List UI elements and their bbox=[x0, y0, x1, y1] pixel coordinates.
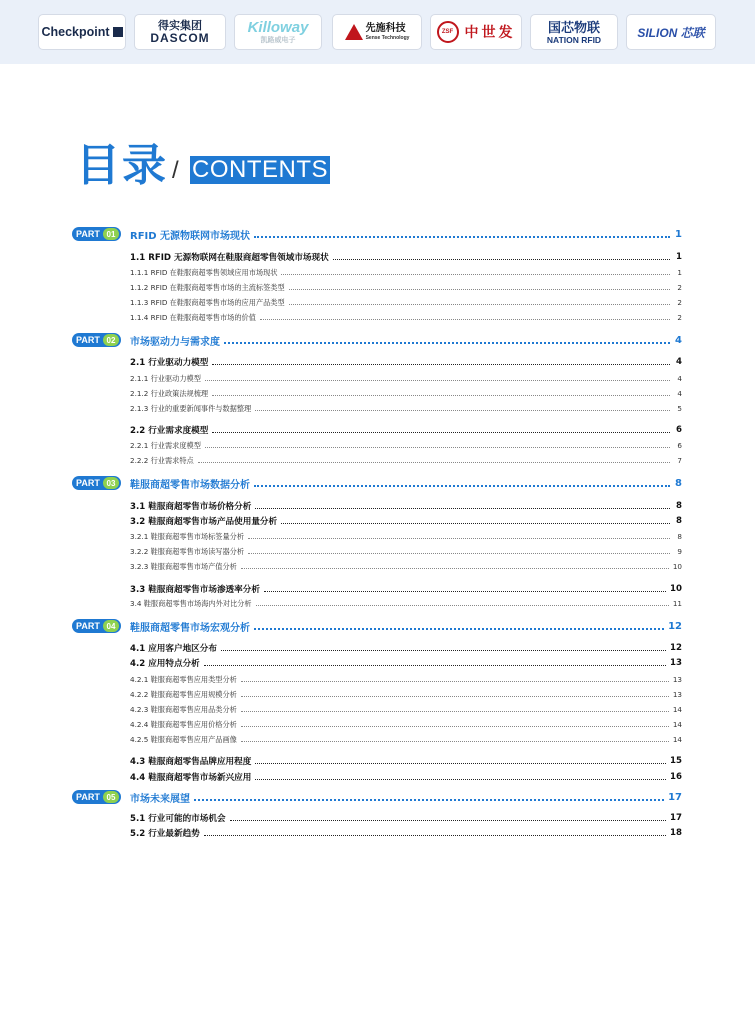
dot-leader bbox=[281, 523, 670, 524]
toc-subsection-entry[interactable] bbox=[130, 719, 682, 730]
toc-entry-title: 1.1.1 RFID 在鞋服商超零售领域应用市场现状 bbox=[130, 267, 278, 277]
dot-leader bbox=[255, 508, 670, 509]
dot-leader bbox=[256, 605, 669, 606]
title-slash: / bbox=[172, 157, 179, 184]
toc-entry-title: 1.1.2 RFID 在鞋服商超零售市场的主流标签类型 bbox=[130, 282, 285, 292]
toc-page-number: 9 bbox=[677, 547, 682, 556]
toc-entry-title: 3.3 鞋服商超零售市场渗透率分析 bbox=[130, 584, 260, 595]
toc-entry-title: 4.2.1 鞋服商超零售应用类型分析 bbox=[130, 674, 237, 684]
toc-subsection-entry[interactable] bbox=[130, 598, 682, 609]
toc-page-number: 4 bbox=[677, 389, 682, 398]
toc-entry-title: 3.2 鞋服商超零售市场产品使用量分析 bbox=[130, 516, 278, 527]
toc-subsection-entry[interactable] bbox=[130, 440, 682, 451]
toc-page-number: 14 bbox=[672, 720, 682, 729]
toc-entry-title: 2.1.1 行业驱动力模型 bbox=[130, 373, 201, 383]
toc-section-entry[interactable] bbox=[130, 355, 682, 368]
toc-entry-title: 5.1 行业可能的市场机会 bbox=[130, 813, 226, 824]
toc-section-entry[interactable] bbox=[130, 811, 682, 824]
toc-subsection-entry[interactable] bbox=[130, 674, 682, 685]
toc-subsection-entry[interactable] bbox=[130, 297, 682, 308]
toc-entry-title: 4.2.3 鞋服商超零售应用品类分析 bbox=[130, 704, 237, 714]
toc-page-number: 2 bbox=[677, 283, 682, 292]
toc-entry-title: 1.1.4 RFID 在鞋服商超零售市场的价值 bbox=[130, 312, 256, 322]
toc-page-number: 13 bbox=[672, 690, 682, 699]
toc-subsection-entry[interactable] bbox=[130, 312, 682, 323]
toc-page-number: 5 bbox=[677, 404, 682, 413]
toc-subsection-entry[interactable] bbox=[130, 531, 682, 542]
dot-leader bbox=[205, 380, 670, 381]
toc-section-entry[interactable] bbox=[130, 770, 682, 783]
part-badge-number: 02 bbox=[103, 334, 119, 346]
killoway-logo: Killoway 凯路威电子 bbox=[234, 14, 322, 50]
dot-leader bbox=[248, 538, 670, 539]
toc-subsection-entry[interactable] bbox=[130, 403, 682, 414]
dot-leader bbox=[241, 741, 669, 742]
toc-entry-title: 1.1.3 RFID 在鞋服商超零售市场的应用产品类型 bbox=[130, 297, 285, 307]
toc-page-number: 8 bbox=[677, 532, 682, 541]
toc-page-number: 1 bbox=[677, 268, 682, 277]
dot-leader bbox=[241, 696, 669, 697]
toc-section-entry[interactable] bbox=[130, 826, 682, 839]
toc-entry-title: 4.3 鞋服商超零售品牌应用程度 bbox=[130, 756, 252, 767]
toc-page-number: 17 bbox=[670, 812, 682, 823]
toc-page-number: 14 bbox=[672, 735, 682, 744]
part-badge-label: PART bbox=[76, 792, 100, 802]
toc-entry-title: 1.1 RFID 无源物联网在鞋服商超零售领域市场现状 bbox=[130, 252, 329, 263]
dot-leader bbox=[198, 462, 670, 463]
dot-leader bbox=[248, 553, 670, 554]
dot-leader bbox=[255, 763, 666, 764]
toc-page-number: 8 bbox=[676, 515, 682, 526]
toc-entry-title: 鞋服商超零售市场数据分析 bbox=[130, 479, 250, 491]
toc-entry-title: RFID 无源物联网市场现状 bbox=[130, 230, 251, 242]
toc-entry-title: 市场未来展望 bbox=[130, 793, 190, 805]
sense-technology-logo: 先施科技 Sense Technology bbox=[332, 14, 422, 50]
dot-leader bbox=[241, 568, 669, 569]
toc-entry-title: 2.1.3 行业的重要新闻事件与数据整理 bbox=[130, 403, 252, 413]
toc-page-number: 10 bbox=[670, 583, 682, 594]
toc-section-entry[interactable] bbox=[130, 641, 682, 654]
toc-page-number: 4 bbox=[675, 334, 682, 346]
dot-leader bbox=[224, 342, 670, 344]
toc-page-number: 7 bbox=[677, 456, 682, 465]
toc-section-entry[interactable] bbox=[130, 582, 682, 595]
toc-page-number: 1 bbox=[675, 228, 682, 240]
toc-entry-title: 2.2 行业需求度模型 bbox=[130, 425, 209, 436]
toc-page-number: 15 bbox=[670, 755, 682, 766]
dot-leader bbox=[212, 364, 670, 365]
partner-logo-bar bbox=[0, 0, 755, 64]
part-badge-label: PART bbox=[76, 478, 100, 488]
zsf-logo: ZSF 中世发 bbox=[430, 14, 522, 50]
part-badge-number: 05 bbox=[103, 791, 119, 803]
toc-entry-title: 4.2.4 鞋服商超零售应用价格分析 bbox=[130, 719, 237, 729]
title-chinese: 目录 bbox=[76, 140, 168, 191]
dot-leader bbox=[204, 665, 666, 666]
toc-entry-title: 2.2.2 行业需求特点 bbox=[130, 455, 194, 465]
toc-section-entry[interactable] bbox=[130, 656, 682, 669]
toc-entry-title: 2.2.1 行业需求度模型 bbox=[130, 440, 201, 450]
dot-leader bbox=[289, 289, 670, 290]
silion-logo: SILION 芯联 bbox=[626, 14, 716, 50]
part-badge-label: PART bbox=[76, 621, 100, 631]
dot-leader bbox=[194, 799, 664, 801]
toc-section-entry[interactable] bbox=[130, 514, 682, 527]
dot-leader bbox=[221, 650, 666, 651]
toc-entry-title: 3.1 鞋服商超零售市场价格分析 bbox=[130, 501, 252, 512]
dot-leader bbox=[254, 485, 670, 487]
toc-page-number: 8 bbox=[675, 477, 682, 489]
toc-part-entry[interactable] bbox=[130, 476, 682, 490]
toc-subsection-entry[interactable] bbox=[130, 689, 682, 700]
part-badge-label: PART bbox=[76, 335, 100, 345]
toc-page-number: 2 bbox=[677, 298, 682, 307]
toc-subsection-entry[interactable] bbox=[130, 388, 682, 399]
toc-page-number: 2 bbox=[677, 313, 682, 322]
toc-page-number: 13 bbox=[670, 657, 682, 668]
part-badge-number: 01 bbox=[103, 228, 119, 240]
toc-part-entry[interactable] bbox=[130, 790, 682, 804]
toc-page-number: 12 bbox=[670, 642, 682, 653]
toc-page-number: 1 bbox=[676, 251, 682, 262]
toc-page-number: 12 bbox=[668, 620, 682, 632]
toc-entry-title: 3.4 鞋服商超零售市场海内外对比分析 bbox=[130, 598, 252, 608]
dot-leader bbox=[281, 274, 670, 275]
part-badge-label: PART bbox=[76, 229, 100, 239]
toc-subsection-entry[interactable] bbox=[130, 267, 682, 278]
toc-entry-title: 3.2.1 鞋服商超零售市场标签量分析 bbox=[130, 531, 245, 541]
nation-rfid-logo: 国芯物联 NATION RFID bbox=[530, 14, 618, 50]
toc-page-number: 11 bbox=[672, 599, 682, 608]
checkpoint-logo: Checkpoint bbox=[38, 14, 126, 50]
part-badge bbox=[72, 790, 121, 804]
toc-part-entry[interactable] bbox=[130, 619, 682, 633]
toc-entry-title: 4.2.2 鞋服商超零售应用规模分析 bbox=[130, 689, 237, 699]
dot-leader bbox=[241, 681, 669, 682]
toc-subsection-entry[interactable] bbox=[130, 373, 682, 384]
toc-entry-title: 5.2 行业最新趋势 bbox=[130, 828, 200, 839]
toc-entry-title: 4.2.5 鞋服商超零售应用产品画像 bbox=[130, 734, 237, 744]
part-badge bbox=[72, 476, 121, 490]
toc-page-number: 6 bbox=[676, 424, 682, 435]
part-badge bbox=[72, 619, 121, 633]
toc-page-number: 4 bbox=[677, 374, 682, 383]
toc-entry-title: 鞋服商超零售市场宏观分析 bbox=[130, 622, 250, 634]
toc-page-number: 18 bbox=[670, 827, 682, 838]
dot-leader bbox=[255, 779, 666, 780]
dot-leader bbox=[241, 726, 669, 727]
toc-section-entry[interactable] bbox=[130, 250, 682, 263]
dot-leader bbox=[254, 236, 670, 238]
toc-page-number: 4 bbox=[676, 356, 682, 367]
dot-leader bbox=[212, 395, 670, 396]
dot-leader bbox=[205, 447, 670, 448]
toc-subsection-entry[interactable] bbox=[130, 704, 682, 715]
part-badge bbox=[72, 333, 121, 347]
toc-page-number: 10 bbox=[672, 562, 682, 571]
dot-leader bbox=[241, 711, 669, 712]
toc-page-number: 16 bbox=[670, 771, 682, 782]
part-badge-number: 04 bbox=[103, 620, 119, 632]
toc-part-entry[interactable] bbox=[130, 333, 682, 347]
dot-leader bbox=[212, 432, 670, 433]
dot-leader bbox=[333, 259, 670, 260]
toc-page-number: 17 bbox=[668, 791, 682, 803]
dascom-logo: 得实集团 DASCOM bbox=[134, 14, 226, 50]
title-english: CONTENTS bbox=[192, 156, 328, 183]
toc-subsection-entry[interactable] bbox=[130, 282, 682, 293]
toc-section-entry[interactable] bbox=[130, 754, 682, 767]
toc-subsection-entry[interactable] bbox=[130, 455, 682, 466]
toc-entry-title: 2.1.2 行业政策法规梳理 bbox=[130, 388, 209, 398]
part-badge bbox=[72, 227, 121, 241]
checkpoint-mark-icon bbox=[113, 27, 123, 37]
dot-leader bbox=[260, 319, 670, 320]
dot-leader bbox=[255, 410, 670, 411]
toc-page-number: 13 bbox=[672, 675, 682, 684]
toc-subsection-entry[interactable] bbox=[130, 546, 682, 557]
dot-leader bbox=[230, 820, 666, 821]
toc-entry-title: 4.1 应用客户地区分布 bbox=[130, 643, 217, 654]
dot-leader bbox=[289, 304, 670, 305]
toc-entry-title: 2.1 行业驱动力模型 bbox=[130, 357, 209, 368]
toc-page-number: 8 bbox=[676, 500, 682, 511]
toc-section-entry[interactable] bbox=[130, 423, 682, 436]
dot-leader bbox=[254, 628, 664, 630]
dot-leader bbox=[204, 835, 666, 836]
toc-subsection-entry[interactable] bbox=[130, 734, 682, 745]
toc-entry-title: 3.2.2 鞋服商超零售市场读写器分析 bbox=[130, 546, 245, 556]
toc-entry-title: 市场驱动力与需求度 bbox=[130, 336, 220, 348]
toc-page-number: 6 bbox=[677, 441, 682, 450]
toc-page-number: 14 bbox=[672, 705, 682, 714]
sense-triangle-icon bbox=[345, 24, 363, 40]
part-badge-number: 03 bbox=[103, 477, 119, 489]
toc-entry-title: 4.4 鞋服商超零售市场新兴应用 bbox=[130, 772, 252, 783]
dot-leader bbox=[264, 591, 666, 592]
toc-entry-title: 4.2 应用特点分析 bbox=[130, 658, 200, 669]
toc-section-entry[interactable] bbox=[130, 499, 682, 512]
toc-subsection-entry[interactable] bbox=[130, 561, 682, 572]
toc-part-entry[interactable] bbox=[130, 227, 682, 241]
zsf-badge-icon: ZSF bbox=[437, 21, 459, 43]
toc-entry-title: 3.2.3 鞋服商超零售市场产值分析 bbox=[130, 561, 237, 571]
